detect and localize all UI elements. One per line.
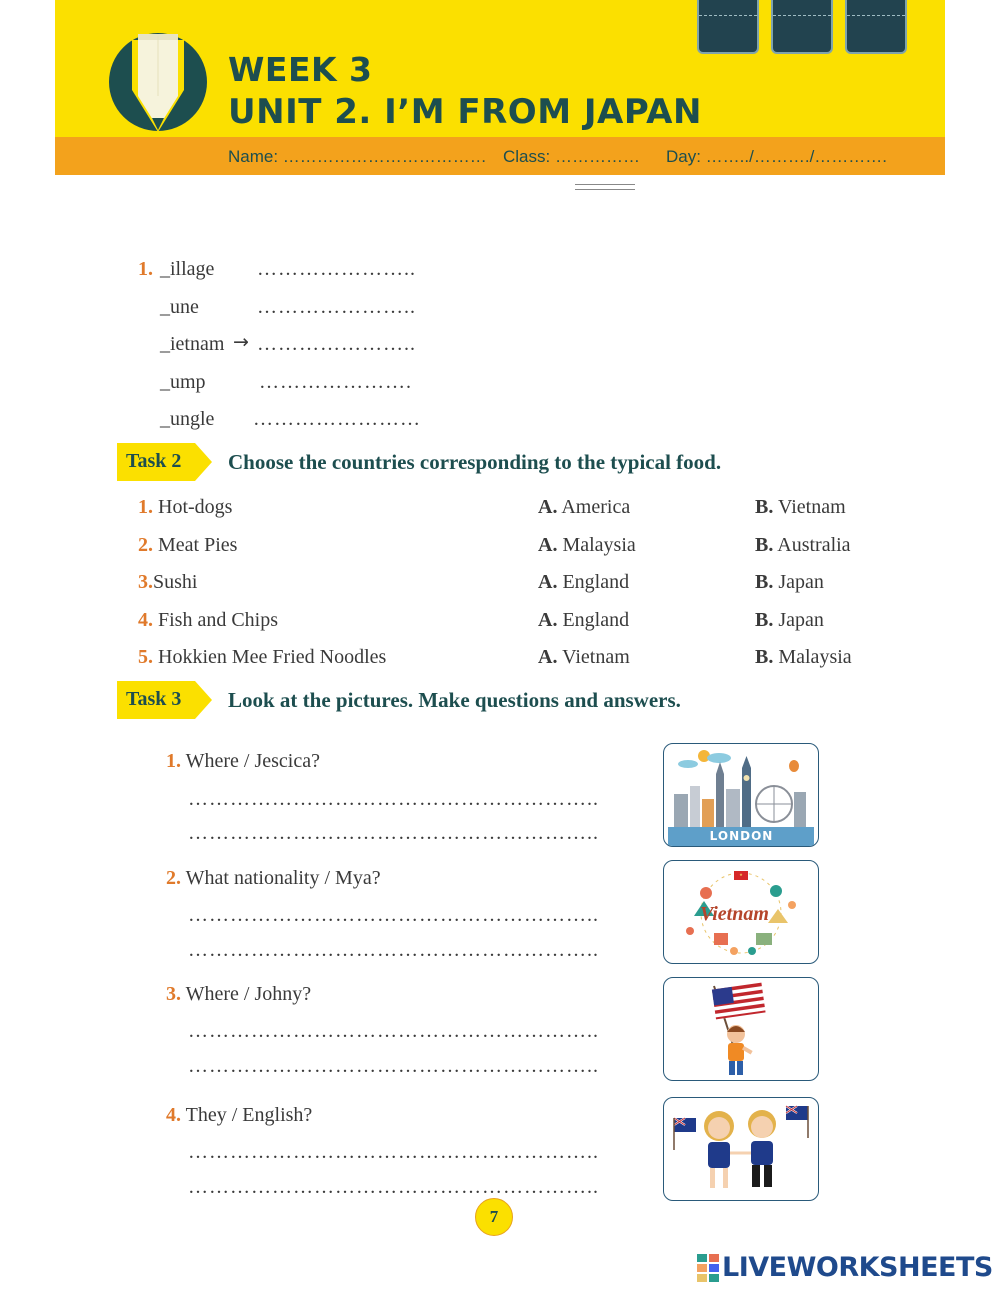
task2-title: Choose the countries corresponding to the typical food. [228,450,722,474]
task1-word: _illage [160,258,215,280]
answer-line[interactable]: ………………………………………………….. [188,904,599,926]
week-title: WEEK 3 [228,50,373,89]
header-tab-decoration [771,0,833,54]
task2-question: 2. Meat Pies [138,534,238,556]
task2-question: 1. Hot-dogs [138,496,233,518]
option-a[interactable]: A. England [538,609,630,631]
task1-word: _ungle [160,408,215,430]
option-a[interactable]: A. England [538,571,630,593]
task1-answer-blank[interactable]: ………………….. [257,296,416,318]
girls-with-australian-flags-picture [663,1097,819,1201]
page-number: 7 [475,1198,513,1236]
unit-title: UNIT 2. I’M FROM JAPAN [228,92,702,132]
option-a[interactable]: A. Malaysia [538,534,636,556]
task1-answer-blank[interactable]: ………………….. [257,333,416,355]
answer-line[interactable]: ………………………………………………….. [188,939,599,961]
task2-badge: Task 2 [117,443,209,481]
task1-word: _une [160,296,199,318]
liveworksheets-brand[interactable]: LIVEWORKSHEETS [722,1252,993,1283]
option-a[interactable]: A. America [538,496,631,518]
option-b[interactable]: B. Japan [755,571,824,593]
task3-badge: Task 3 [117,681,209,719]
liveworksheets-logo-icon [697,1254,721,1286]
task3-prompt: 3. Where / Johny? [166,983,312,1005]
london-label: LONDON [709,829,774,843]
task2-question: 4. Fish and Chips [138,609,279,631]
answer-line[interactable]: ………………………………………………….. [188,1020,599,1042]
task2-question: 5. Hokkien Mee Fried Noodles [138,646,387,668]
option-b[interactable]: B. Malaysia [755,646,852,668]
answer-line[interactable]: ………………………………………………….. [188,1055,599,1077]
arrow-right-icon: → [233,331,249,353]
task1-word: _ump [160,371,206,393]
header-tab-decoration [845,0,907,54]
boy-with-us-flag-picture [663,977,819,1081]
task1-word: _ietnam [160,333,225,355]
pencil-icon [108,20,208,145]
option-a[interactable]: A. Vietnam [538,646,630,668]
answer-line[interactable]: ………………………………………………….. [188,822,599,844]
day-field[interactable]: Day: ……../………./…………. [666,147,888,166]
task3-prompt: 2. What nationality / Mya? [166,867,381,889]
scan-artifact [575,184,635,190]
task3-prompt: 4. They / English? [166,1104,313,1126]
task1-item-number: 1. [138,258,153,280]
name-field[interactable]: Name: ……………………………… [228,147,487,166]
task3-prompt: 1. Where / Jescica? [166,750,320,772]
answer-line[interactable]: ………………………………………………….. [188,1176,599,1198]
task2-question: 3.Sushi [138,571,198,593]
task3-title: Look at the pictures. Make questions and answers. [228,688,681,712]
vietnam-label: Vietnam [700,903,769,925]
option-b[interactable]: B. Japan [755,609,824,631]
option-b[interactable]: B. Vietnam [755,496,846,518]
answer-line[interactable]: ………………………………………………….. [188,1141,599,1163]
class-field[interactable]: Class: …………… [503,147,640,166]
header-tab-decoration [697,0,759,54]
task1-answer-blank[interactable]: …………………. [259,371,412,393]
answer-line[interactable]: ………………………………………………….. [188,788,599,810]
option-b[interactable]: B. Australia [755,534,851,556]
task1-answer-blank[interactable]: ………………….. [257,258,416,280]
task1-answer-blank[interactable]: …………………… [253,408,421,430]
